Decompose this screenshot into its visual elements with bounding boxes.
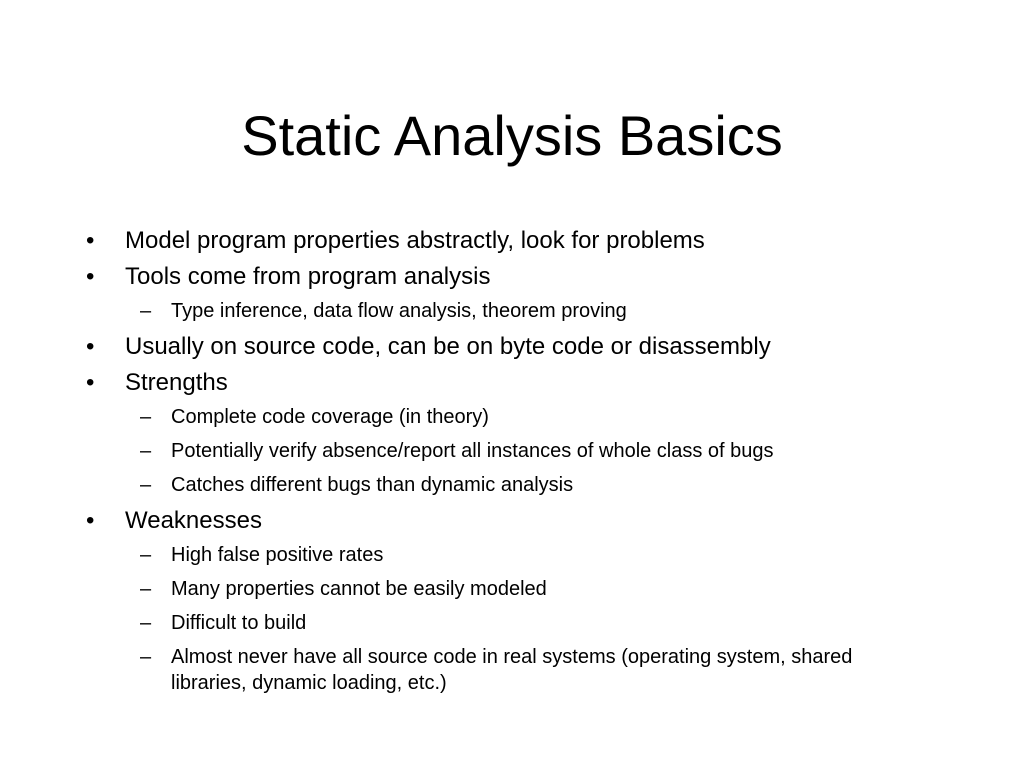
bullet-item — [82, 262, 912, 292]
sub-bullet-marker: – — [140, 440, 152, 462]
sub-bullet-item — [82, 472, 912, 498]
sub-bullet-item — [82, 610, 912, 636]
sub-bullet-marker: – — [140, 612, 152, 634]
sub-bullet-item — [82, 576, 912, 602]
bullet-item — [82, 332, 912, 362]
sub-bullet-text: Catches different bugs than dynamic analysis — [171, 474, 574, 496]
bullet-marker: • — [86, 263, 95, 290]
sub-bullet-marker: – — [140, 406, 152, 428]
sub-bullet-text: Many properties cannot be easily modeled — [171, 578, 547, 600]
bullet-list — [82, 226, 912, 704]
bullet-text: Weaknesses — [125, 507, 262, 534]
bullet-marker: • — [86, 369, 95, 396]
sub-bullet-text: Complete code coverage (in theory) — [171, 406, 489, 428]
bullet-marker: • — [86, 333, 95, 360]
sub-bullet-text: Almost never have all source code in real systems (operating system, shared libraries, dynamic loading, etc.) — [171, 646, 853, 694]
bullet-marker: • — [86, 507, 95, 534]
sub-bullet-marker: – — [140, 578, 152, 600]
bullet-item — [82, 226, 912, 256]
sub-bullet-marker: – — [140, 646, 152, 668]
sub-bullet-item — [82, 644, 912, 696]
slide-title: Static Analysis Basics — [241, 104, 783, 167]
sub-bullet-marker: – — [140, 544, 152, 566]
sub-bullet-text: Type inference, data flow analysis, theorem proving — [171, 300, 627, 322]
sub-bullet-text: High false positive rates — [171, 544, 384, 566]
bullet-item — [82, 368, 912, 398]
bullet-text: Strengths — [125, 369, 228, 396]
bullet-text: Usually on source code, can be on byte code or disassembly — [125, 333, 771, 360]
sub-bullet-text: Potentially verify absence/report all instances of whole class of bugs — [171, 440, 774, 462]
sub-bullet-item — [82, 438, 912, 464]
bullet-text: Tools come from program analysis — [125, 263, 491, 290]
sub-bullet-marker: – — [140, 474, 152, 496]
sub-bullet-item — [82, 298, 912, 324]
bullet-marker: • — [86, 227, 95, 254]
sub-bullet-text: Difficult to build — [171, 612, 307, 634]
sub-bullet-item — [82, 542, 912, 568]
sub-bullet-marker: – — [140, 300, 152, 322]
bullet-text: Model program properties abstractly, look for problems — [125, 227, 705, 254]
bullet-item — [82, 506, 912, 536]
sub-bullet-item — [82, 404, 912, 430]
